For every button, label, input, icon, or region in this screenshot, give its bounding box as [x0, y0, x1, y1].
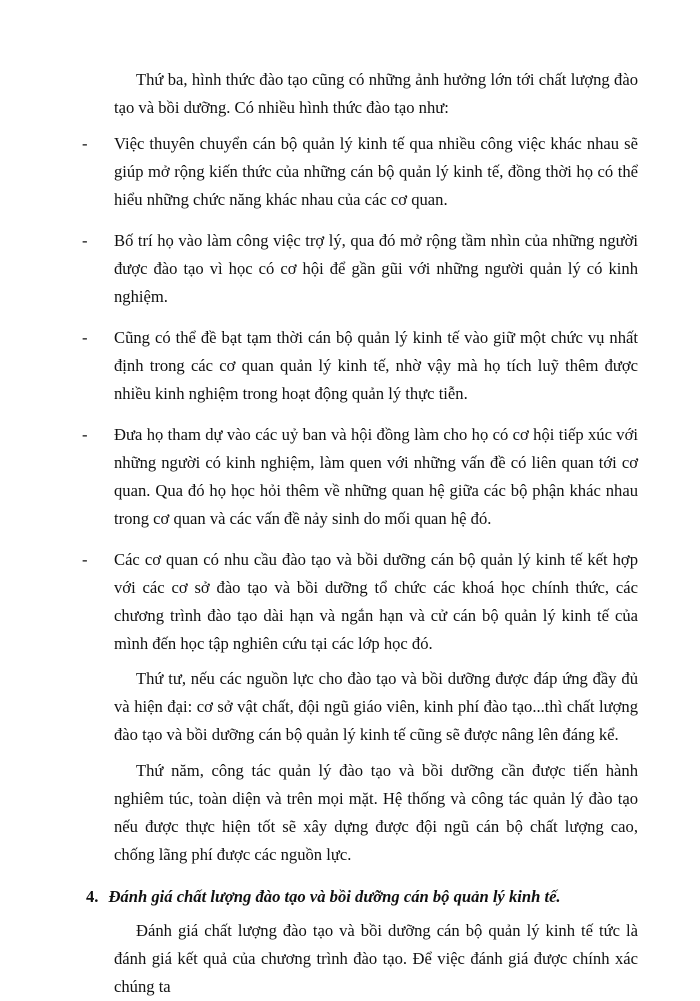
- list-item: [82, 227, 638, 311]
- list-item: [82, 546, 638, 658]
- paragraph-evaluation: Đánh giá chất lượng đào tạo và bồi dưỡng cán bộ quản lý kinh tế tức là đánh giá kết quả của chương trình đào tạo. Để việc đánh giá được chính xác chúng ta: [114, 921, 638, 996]
- bullet-dash: -: [82, 550, 88, 569]
- list-item: [82, 324, 638, 408]
- paragraph-training-forms: Thứ ba, hình thức đào tạo cũng có những ảnh hưởng lớn tới chất lượng đào tạo và bồi dưỡng. Có nhiều hình thức đào tạo như:: [114, 70, 638, 117]
- bullet-dash: -: [82, 231, 88, 250]
- list-item-text: Việc thuyên chuyển cán bộ quản lý kinh tế qua nhiều công việc khác nhau sẽ giúp mở rộng kiến thức của những cán bộ quản lý kinh tế, đồng thời họ có thể hiểu những chức năng khác nhau của các cơ quan.: [114, 134, 638, 209]
- paragraph-resources: Thứ tư, nếu các nguồn lực cho đào tạo và bồi dưỡng được đáp ứng đầy đủ và hiện đại: cơ sở vật chất, đội ngũ giáo viên, kinh phí đào tạo...thì chất lượng đào tạo và bồi dưỡng cán bộ quản lý kinh tế cũng sẽ được nâng lên đáng kể.: [114, 669, 638, 744]
- list-item-text: Bố trí họ vào làm công việc trợ lý, qua đó mở rộng tầm nhìn của những người được đào tạo vì học có cơ hội để gần gũi với những người quản lý có kinh nghiệm.: [114, 231, 638, 306]
- section-heading: [86, 883, 638, 911]
- bullet-dash: -: [82, 134, 88, 153]
- list-item-text: Đưa họ tham dự vào các uỷ ban và hội đồng làm cho họ có cơ hội tiếp xúc với những người có kinh nghiệm, làm quen với những vấn đề có liên quan tới cơ quan. Qua đó họ học hỏi thêm về những quan hệ giữa các bộ phận khác nhau trong cơ quan và các vấn đề nảy sinh do mối quan hệ đó.: [114, 425, 638, 528]
- paragraph-management: Thứ năm, công tác quản lý đào tạo và bồi dưỡng cần được tiến hành nghiêm túc, toàn diện và trên mọi mặt. Hệ thống và công tác quản lý đào tạo nếu được thực hiện tốt sẽ xây dựng được đội ngũ cán bộ chất lượng cao, chống lãng phí được các nguồn lực.: [114, 761, 638, 864]
- bullet-list: [82, 130, 638, 658]
- list-item: [82, 130, 638, 214]
- bullet-dash: -: [82, 328, 88, 347]
- section-number: 4.: [86, 887, 99, 906]
- list-item-text: Các cơ quan có nhu cầu đào tạo và bồi dưỡng cán bộ quản lý kinh tế kết hợp với các cơ sở đào tạo và bồi dưỡng tổ chức các khoá học chính thức, các chương trình đào tạo dài hạn và ngắn hạn và cử cán bộ quản lý kinh tế của mình đến học tập nghiên cứu tại các lớp học đó.: [114, 550, 638, 653]
- list-item: [82, 421, 638, 533]
- list-item-text: Cũng có thể đề bạt tạm thời cán bộ quản lý kinh tế vào giữ một chức vụ nhất định trong các cơ quan quản lý kinh tế, nhờ vậy mà họ tích luỹ thêm được nhiều kinh nghiệm trong hoạt động quản lý thực tiễn.: [114, 328, 638, 403]
- section-title: Đánh giá chất lượng đào tạo và bồi dưỡng cán bộ quản lý kinh tế.: [108, 887, 561, 906]
- bullet-dash: -: [82, 425, 88, 444]
